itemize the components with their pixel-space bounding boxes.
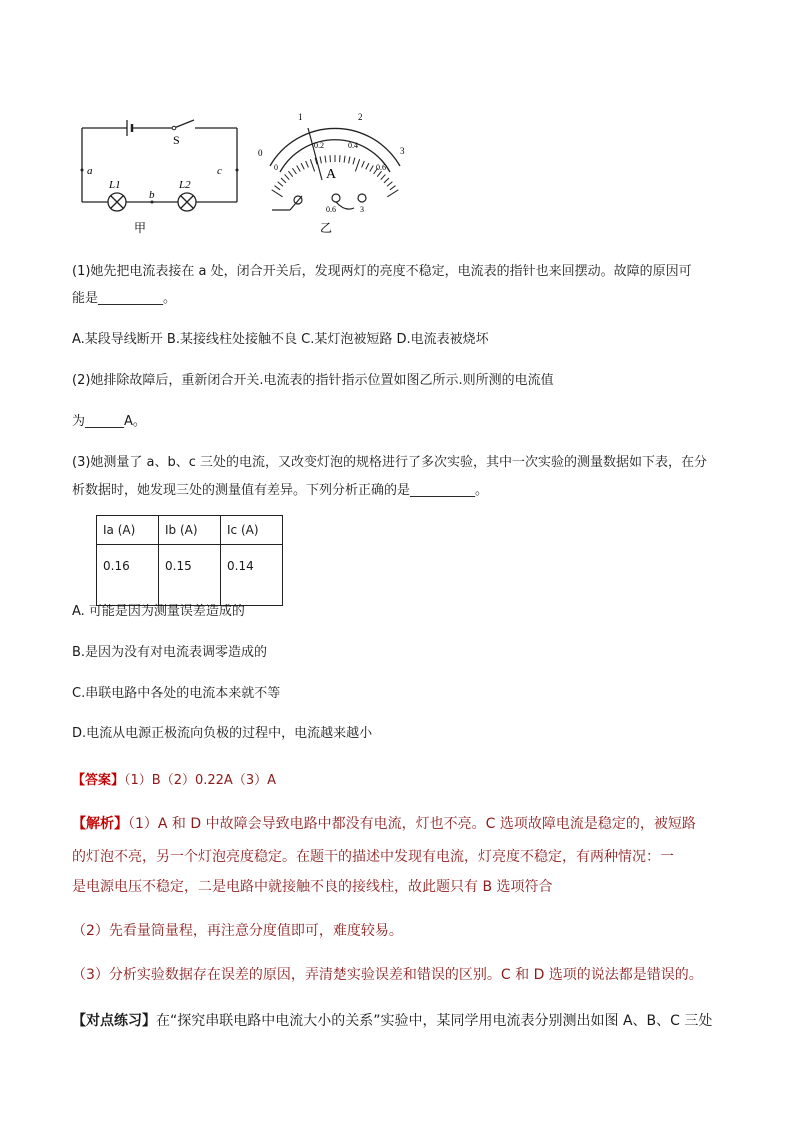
table-cell: 0.14 bbox=[221, 545, 283, 606]
ammeter-tick bbox=[377, 171, 381, 176]
answer-line bbox=[72, 769, 276, 788]
ammeter-tick bbox=[288, 171, 292, 176]
practice-tag: 【对点练习】 bbox=[72, 1013, 156, 1029]
table-header-cell: Ic (A) bbox=[221, 516, 283, 545]
ammeter-unit: A bbox=[326, 167, 337, 182]
q3-line2: 析数据时，她发现三处的测量值有差异。下列分析正确的是__________。 bbox=[72, 483, 489, 498]
ammeter-tick bbox=[353, 158, 355, 165]
ammeter-tick bbox=[301, 163, 304, 169]
switch-label: S bbox=[173, 133, 180, 147]
q2-line2: 为______A。 bbox=[72, 414, 146, 429]
analysis-tag: 【解析】 bbox=[72, 816, 128, 832]
ammeter-tick bbox=[387, 182, 392, 187]
table-cell: 0.15 bbox=[159, 545, 221, 606]
q3-option-b: B.是因为没有对电流表调零造成的 bbox=[72, 645, 268, 660]
circuit-diagram-jia bbox=[72, 110, 252, 240]
ammeter-tick bbox=[390, 186, 396, 190]
q1-line2: 能是__________。 bbox=[72, 291, 177, 306]
figure-yi-caption: 乙 bbox=[320, 221, 333, 235]
lamp2-label: L2 bbox=[179, 179, 191, 191]
point-c-label: c bbox=[217, 165, 222, 177]
lamp1-label: L1 bbox=[109, 179, 121, 191]
scale-outer-0: 0 bbox=[258, 148, 263, 158]
ammeter-tick bbox=[355, 159, 359, 171]
ammeter-tick bbox=[320, 157, 321, 164]
analysis-line1 bbox=[72, 813, 696, 833]
ammeter-diagram-yi bbox=[250, 108, 420, 238]
q1-line1: (1)她先把电流表接在 a 处，闭合开关后，发现两灯的亮度不稳定，电流表的指针也来回摆动。故障的原因可 bbox=[72, 264, 692, 279]
answer-tag: 【答案】 bbox=[72, 773, 125, 788]
ammeter-tick bbox=[325, 156, 326, 163]
q3-option-d: D.电流从电源正极流向负极的过程中，电流越来越小 bbox=[72, 726, 373, 741]
scale-inner-1: 0.2 bbox=[314, 141, 324, 150]
ammeter-needle bbox=[308, 128, 322, 180]
ammeter-tick bbox=[362, 161, 365, 167]
table-cell: 0.16 bbox=[97, 545, 159, 606]
ammeter-tick bbox=[292, 168, 296, 174]
analysis-text-1: （1）A 和 D 中故障会导致电路中都没有电流，灯也不亮。C 选项故障电流是稳定的，被短路 bbox=[128, 816, 696, 832]
scale-outer-3: 3 bbox=[400, 146, 405, 156]
ammeter-tick bbox=[306, 161, 309, 167]
ammeter-tick bbox=[381, 174, 386, 179]
scale-inner-3: 0.6 bbox=[376, 163, 386, 172]
ammeter-tick bbox=[297, 166, 301, 172]
ammeter-tick bbox=[370, 166, 374, 172]
point-a-label: a bbox=[87, 165, 93, 177]
scale-outer-2: 2 bbox=[358, 112, 363, 122]
practice-text: 在“探究串联电路中电流大小的关系”实验中，某同学用电流表分别测出如图 A、B、C 三处 bbox=[156, 1013, 713, 1029]
table-header-row bbox=[97, 516, 283, 545]
ammeter-tick bbox=[281, 178, 286, 183]
q3-line1: (3)她测量了 a、b、c 三处的电流，又改变灯泡的规格进行了多次实验，其中一次实验的测量数据如下表，在分 bbox=[72, 455, 708, 470]
terminal-3: 3 bbox=[360, 205, 364, 214]
ammeter-tick bbox=[285, 174, 290, 179]
table-header-cell: Ia (A) bbox=[97, 516, 159, 545]
q2-line1: (2)她排除故障后，重新闭合开关.电流表的指针指示位置如图乙所示.则所测的电流值 bbox=[72, 373, 554, 388]
analysis-line2: 的灯泡不亮，另一个灯泡亮度稳定。在题干的描述中发现有电流，灯亮度不稳定，有两种情况：一 bbox=[72, 849, 674, 865]
analysis-line4: （2）先看量筒量程，再注意分度值即可，难度较易。 bbox=[72, 923, 403, 939]
q1-options: A.某段导线断开 B.某接线柱处接触不良 C.某灯泡被短路 D.电流表被烧坏 bbox=[72, 332, 489, 347]
practice-line bbox=[72, 1010, 712, 1030]
point-b-label: b bbox=[149, 189, 155, 201]
ammeter-tick bbox=[366, 163, 369, 169]
analysis-line5: （3）分析实验数据存在误差的原因，弄清楚实验误差和错误的区别。C 和 D 选项的说法都是错误的。 bbox=[72, 967, 703, 983]
ammeter-tick bbox=[278, 182, 283, 187]
table-header-cell: Ib (A) bbox=[159, 516, 221, 545]
analysis-line3: 是电源电压不稳定，二是电路中就接触不良的接线柱，故此题只有 B 选项符合 bbox=[72, 879, 553, 895]
ammeter-tick bbox=[272, 190, 283, 197]
q3-option-c: C.串联电路中各处的电流本来就不等 bbox=[72, 686, 281, 701]
scale-inner-2: 0.4 bbox=[348, 141, 358, 150]
table-row bbox=[97, 545, 283, 606]
scale-inner-0: 0 bbox=[274, 163, 278, 172]
ammeter-tick bbox=[387, 190, 398, 197]
ammeter-tick bbox=[275, 186, 281, 190]
ammeter-tick bbox=[344, 156, 345, 163]
figure-jia-caption: 甲 bbox=[134, 221, 147, 235]
ammeter-tick bbox=[349, 157, 350, 164]
terminal-0-6: 0.6 bbox=[326, 205, 336, 214]
measurement-table bbox=[96, 515, 283, 606]
answer-text: （1）B（2）0.22A（3）A bbox=[124, 773, 276, 788]
ammeter-tick bbox=[384, 178, 389, 183]
q3-option-a: A. 可能是因为测量误差造成的 bbox=[72, 604, 245, 619]
scale-outer-1: 1 bbox=[298, 112, 303, 122]
ammeter-tick bbox=[310, 159, 314, 171]
